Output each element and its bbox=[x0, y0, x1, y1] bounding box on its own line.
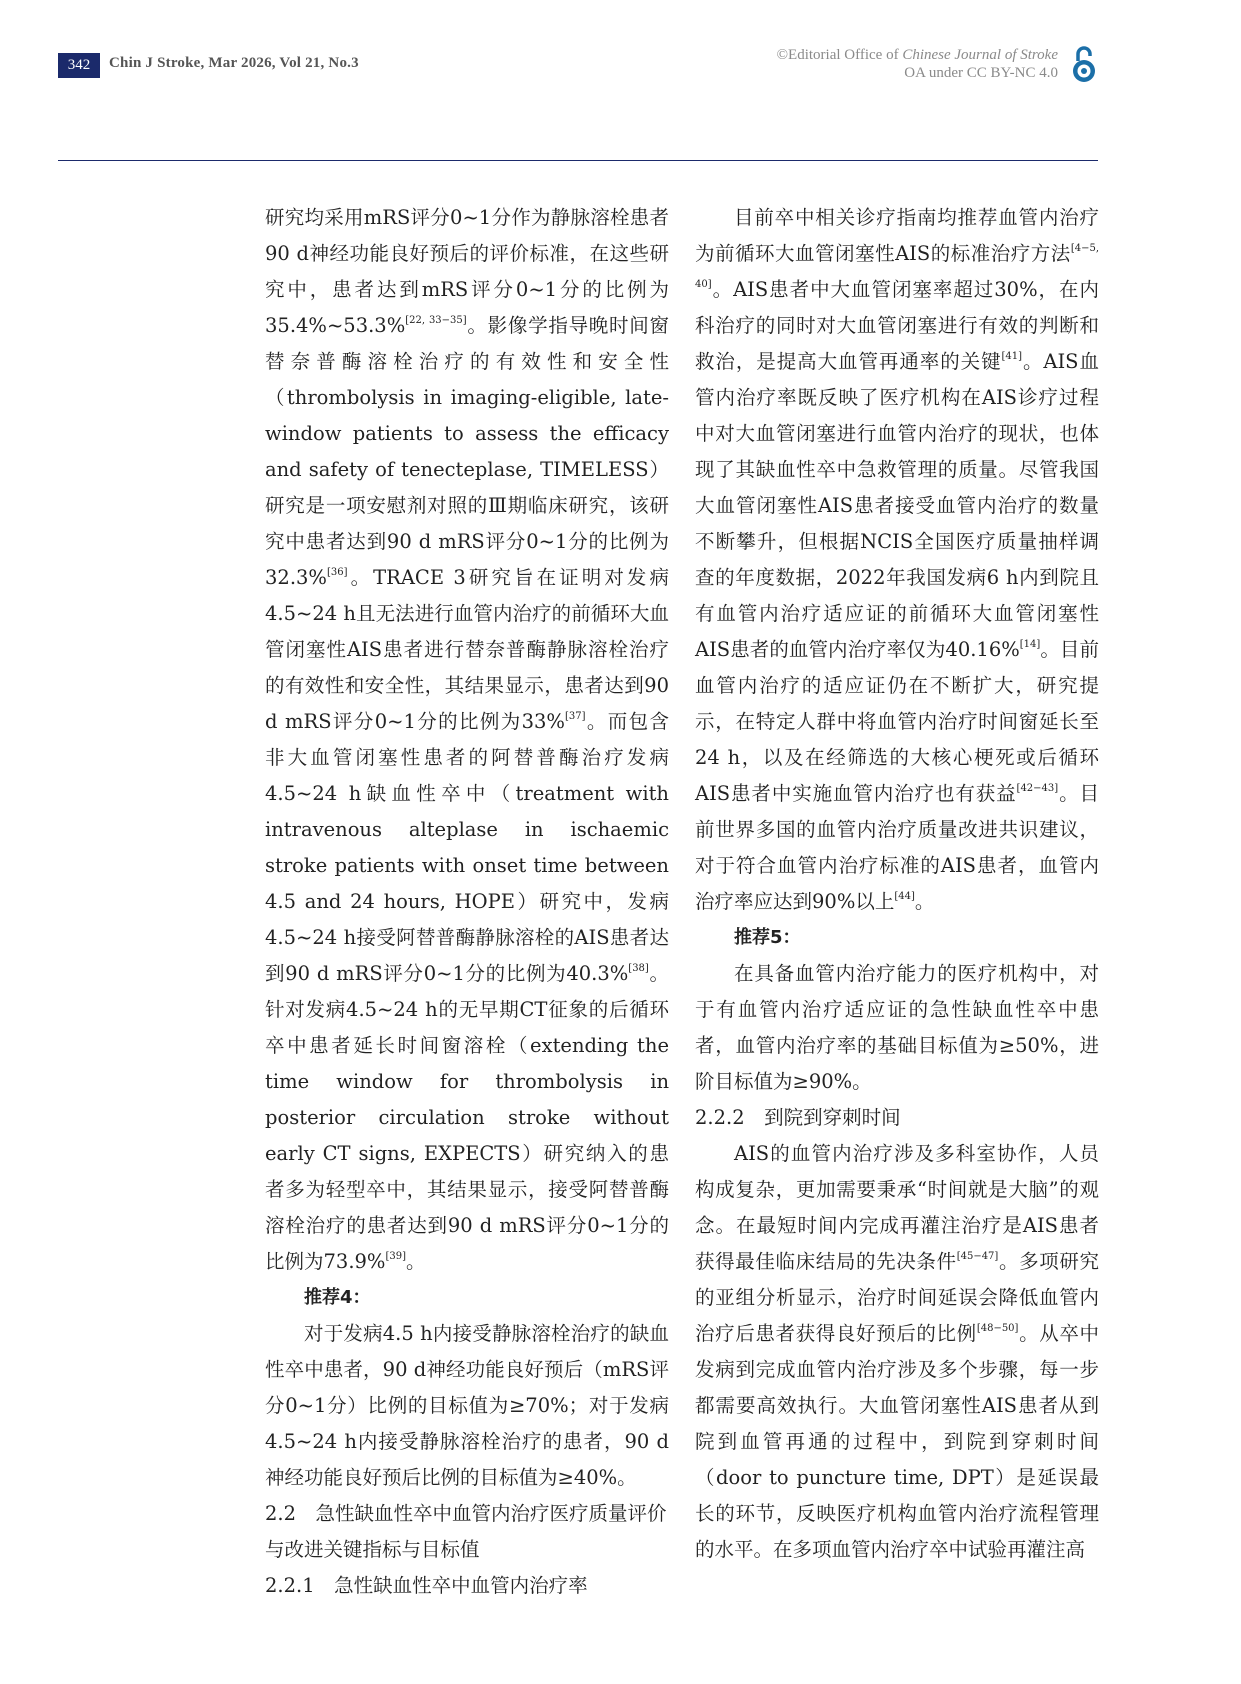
copyright-journal: Chinese Journal of Stroke bbox=[902, 47, 1058, 63]
journal-citation: Chin J Stroke, Mar 2026, Vol 21, No.3 bbox=[109, 55, 359, 71]
right-column bbox=[695, 200, 1099, 1568]
recommendation-5-text: 在具备血管内治疗能力的医疗机构中，对于有血管内治疗适应证的急性缺血性卒中患者，血管内治疗率的基础目标值为≥50%，进阶目标值为≥90%。 bbox=[695, 962, 1099, 1093]
citation: [36] bbox=[326, 567, 348, 578]
citation: [45−47] bbox=[956, 1251, 999, 1262]
header-rule bbox=[58, 160, 1098, 161]
left-column bbox=[265, 200, 669, 1604]
paragraph: 目前卒中相关诊疗指南均推荐血管内治疗为前循环大血管闭塞性AIS的标准治疗方法[4−5, 40]。AIS患者中大血管闭塞率超过30%，在内科治疗的同时对大血管闭塞进行有效的判断和救治，是提高大血管再通率的关键[41]。AIS血管内治疗率既反映了医疗机构在AIS诊疗过程中对大血管闭塞进行血管内治疗的现状，也体现了其缺血性卒中急救管理的质量。尽管我国大血管闭塞性AIS患者接受血管内治疗的数量不断攀升，但根据NCIS全国医疗质量抽样调查的年度数据，2022年我国发病6 h内到院且有血管内治疗适应证的前循环大血管闭塞性AIS患者的血管内治疗率仅为40.16%[14]。目前血管内治疗的适应证仍在不断扩大，研究提示，在特定人群中将血管内治疗时间窗延长至24 h，以及在经筛选的大核心梗死或后循环AIS患者中实施血管内治疗也有获益[42−43]。目前世界多国的血管内治疗质量改进共识建议，对于符合血管内治疗标准的AIS患者，血管内治疗率应达到90%以上[44]。 bbox=[695, 206, 1099, 913]
section-heading-2-2-2: 2.2.2 到院到穿刺时间 bbox=[695, 1106, 901, 1129]
citation: [42−43] bbox=[1016, 783, 1059, 794]
section-heading-2-2-1: 2.2.1 急性缺血性卒中血管内治疗率 bbox=[265, 1574, 588, 1597]
citation: [48−50] bbox=[976, 1323, 1019, 1334]
section-heading-2-2: 2.2 急性缺血性卒中血管内治疗医疗质量评价与改进关键指标与目标值 bbox=[265, 1502, 667, 1561]
citation: [4−5, 40] bbox=[695, 243, 1099, 290]
copyright-prefix: ©Editorial Office of bbox=[776, 47, 903, 63]
recommendation-4-text: 对于发病4.5 h内接受静脉溶栓治疗的缺血性卒中患者，90 d神经功能良好预后（mRS评分0~1分）比例的目标值为≥70%；对于发病4.5~24 h内接受静脉溶栓治疗的患者，90 d神经功能良好预后比例的目标值为≥40%。 bbox=[265, 1322, 669, 1489]
citation: [37] bbox=[564, 711, 586, 722]
paragraph: 研究均采用mRS评分0~1分作为静脉溶栓患者90 d神经功能良好预后的评价标准，在这些研究中，患者达到mRS评分0~1分的比例为35.4%~53.3%[22, 33−35]。影像学指导晚时间窗替奈普酶溶栓治疗的有效性和安全性（thrombolysis in imaging-eligible, late-window patients to assess the efficacy and safety of tenecteplase, TIMELESS）研究是一项安慰剂对照的Ⅲ期临床研究，该研究中患者达到90 d mRS评分0~1分的比例为32.3%[36]。TRACE 3研究旨在证明对发病4.5~24 h且无法进行血管内治疗的前循环大血管闭塞性AIS患者进行替奈普酶静脉溶栓治疗的有效性和安全性，其结果显示，患者达到90 d mRS评分0~1分的比例为33%[37]。而包含非大血管闭塞性患者的阿替普酶治疗发病4.5~24 h缺血性卒中（treatment with intravenous alteplase in ischaemic stroke patients with onset time between 4.5 and 24 hours, HOPE）研究中，发病4.5~24 h接受阿替普酶静脉溶栓的AIS患者达到90 d mRS评分0~1分的比例为40.3%[38]。针对发病4.5~24 h的无早期CT征象的后循环卒中患者延长时间窗溶栓（extending the time window for thrombolysis in posterior circulation stroke without early CT signs, EXPECTS）研究纳入的患者多为轻型卒中，其结果显示，接受阿替普酶溶栓治疗的患者达到90 d mRS评分0~1分的比例为73.9%[39]。 bbox=[265, 206, 669, 1273]
citation: [22, 33−35] bbox=[405, 315, 467, 326]
page-number: 342 bbox=[58, 53, 100, 78]
paragraph: AIS的血管内治疗涉及多科室协作，人员构成复杂，更加需要秉承“时间就是大脑”的观念。在最短时间内完成再灌注治疗是AIS患者获得最佳临床结局的先决条件[45−47]。多项研究的亚组分析显示，治疗时间延误会降低血管内治疗后患者获得良好预后的比例[48−50]。从卒中发病到完成血管内治疗涉及多个步骤，每一步都需要高效执行。大血管闭塞性AIS患者从到院到血管再通的过程中，到院到穿刺时间（door to puncture time, DPT）是延误最长的环节，反映医疗机构血管内治疗流程管理的水平。在多项血管内治疗卒中试验再灌注高 bbox=[695, 1142, 1099, 1561]
license-text: OA under CC BY-NC 4.0 bbox=[904, 65, 1058, 81]
copyright-notice bbox=[777, 46, 1058, 82]
citation: [39] bbox=[385, 1251, 406, 1262]
citation: [41] bbox=[1001, 351, 1023, 362]
citation: [44] bbox=[894, 891, 915, 902]
citation: [38] bbox=[628, 963, 649, 974]
citation: [14] bbox=[1019, 639, 1041, 650]
open-access-lock-icon bbox=[1069, 44, 1099, 84]
recommendation-4-title: 推荐4： bbox=[304, 1287, 371, 1308]
recommendation-5-title: 推荐5： bbox=[734, 927, 801, 948]
